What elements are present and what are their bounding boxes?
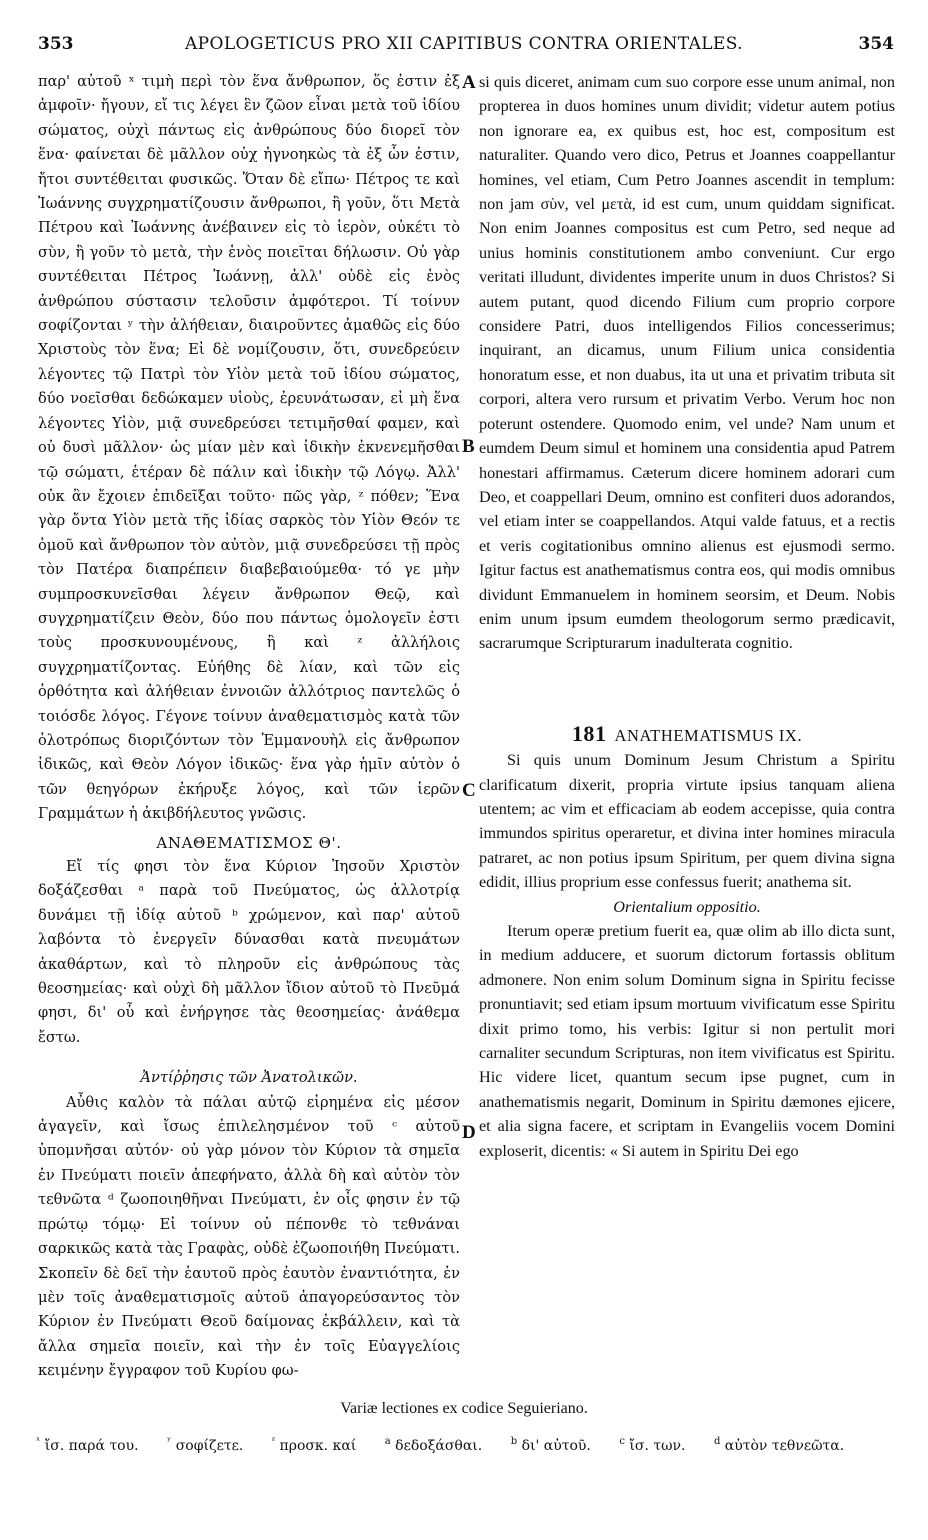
column-number: 181 xyxy=(571,720,607,746)
variant-readings-title: Variæ lectiones ex codice Seguieriano. xyxy=(340,1400,588,1417)
latin-paragraph-1: si quis diceret, animam cum suo corpore esse unum animal, non propterea in duos homines unum dividit; videtur autem potius non ignorare ea, ex quibus est, hoc est, compositum est naturaliter. Quando vero dico, Petrus et Joannes coappellantur homines, vel etiam, Cum Petro Joannes ascendit in templum: non jam σὺν, vel μετὰ, id est cum, unum quiddam significat. Non enim Joannes compositus est cum Petro, sed neque ad unius hominis constitutionem ambo conveniunt. Cur ergo veritati illudunt, dividentes imperite unum in duos Christos? Si autem putant, quod dicendo Filium cum proprio corpore considere Patri, duos intelligendos Filios concesserimus; inquirant, an dicamus, unum Filium unica considentia honoratum esse, et non duabus, ita ut una et privatim tributa sit corpori, altera vero rursum et privatim Verbo. Verum hoc non poterunt ostendere. Quomodo enim, vel unde? Nam unum et eumdem Deum simul et hominem una considentia apud Patrem honestari affirmamus. Cæterum dicere hominem adorari cum Deo, et coappellari Deum, omnino est confiteri duos adorandos, vel etiam inter se coappellandos. Atqui valde fatuus, et a rectis et veris cogitationibus omnino alienus est ejusmodi sermo. Igitur factus est anathematismus contra eos, qui modis omnibus dividunt Emmanuelem in hominem seorsim, et Deum. Nobis enim unum ipsum eumdem theologorum sermo prædicavit, sacrarumque Scripturarum inadulterata cognitio. xyxy=(479,73,895,653)
greek-paragraph-2: Εἴ τίς φησι τὸν ἕνα Κύριον Ἰησοῦν Χριστὸν δοξάζεσθαι ᵃ παρὰ τοῦ Πνεύματος, ὡς ἀλλοτρίᾳ δυνάμει τῇ ἰδίᾳ αὐτοῦ ᵇ χρώμενον, καὶ παρ' αὐτοῦ λαβόντα τὸ ἐνεργεῖν δύνασθαι κατὰ πνευμάτων ἀκαθάρτων, καὶ τὸ πληροῦν εἰς ἀνθρώπους τὰς θεοσημείας· καὶ οὐχὶ δὴ μᾶλλον ἴδιον αὐτοῦ τὸ Πνεῦμά φησι, δι' οὗ καὶ ἐνήργησε τὰς θεοσημείας· ἀνάθεμα ἔστω. xyxy=(38,858,460,1046)
greek-heading-anathematism: ΑΝΑΘΕΜΑΤΙΣΜΟΣ Θ'. xyxy=(156,833,342,852)
margin-marker-c: C xyxy=(462,780,476,801)
variant-item: $^b$ δι' αὐτοῦ. xyxy=(510,1436,591,1454)
page-number-left: 353 xyxy=(38,34,74,54)
variant-item: $^ˣ$ ἴσ. παρά του. xyxy=(36,1436,139,1454)
variant-readings xyxy=(36,1436,896,1460)
latin-heading-opposition: Orientalium oppositio. xyxy=(613,897,761,916)
latin-heading-text: ANATHEMATISMUS IX. xyxy=(614,725,803,745)
margin-marker-a: A xyxy=(462,72,476,93)
latin-paragraph-2: Si quis unum Dominum Jesum Christum a Spiritu clarificatum dixerit, propria virtute ipsius tanquam aliena utentem; ac vim et efficaciam ab eodem accepisse, quia contra immundos spiritus operaretur, et divina inter homines miracula patraret, ac non potius ipsum Spiritum, per quem divina signa edidit, illius proprium esse confessus fuerit; anathema sit. xyxy=(479,751,895,892)
margin-marker-b: B xyxy=(462,436,475,457)
greek-column xyxy=(38,70,460,1390)
greek-paragraph-3: Αὖθις καλὸν τὰ πάλαι αὐτῷ εἰρημένα εἰς μέσον ἀγαγεῖν, καὶ ἴσως ἐπιλελησμένον τοῦ ᶜ αὐτοῦ ὑπομνῆσαι αὐτόν· οὐ γὰρ μόνον τὸν Κύριον τὰ σημεῖα ἐν Πνεύματι ποιεῖν ἀπεφήνατο, ἀλλὰ δὴ καὶ αὐτὸν τὸν τεθνῶτα ᵈ ζωοποιηθῆναι Πνεύματι, ἐν οἷς φησιν ἐν τῷ πρώτῳ τόμῳ· Εἰ τοίνυν οὐ πέπονθε τὸ τεθνάναι σαρκικῶς κατὰ τὰς Γραφὰς, οὐδὲ ἐζωοποιήθη Πνεύματι. Σκοπεῖν δὲ δεῖ τὴν ἑαυτοῦ πρὸς ἑαυτὸν ἐναντιότητα, ἐν μὲν τοῖς ἀναθεματισμοῖς αὐτοῦ ἀπαγορεύσαντος τὸν Κύριον ἐν Πνεύματι Θεοῦ δαίμονας ἐκβάλλειν, καὶ τὰ ἄλλα σημεῖα ποιεῖν, καὶ τὴν ἐν τοῖς Εὐαγγελίοις κειμένην ἔγγραφον τοῦ Κυρίου φω- xyxy=(38,1093,460,1380)
greek-paragraph-1: παρ' αὐτοῦ ˣ τιμὴ περὶ τὸν ἕνα ἄνθρωπον, ὅς ἐστιν ἐξ ἀμφοῖν· ἤγουν, εἴ τις λέγει ἓν ζῶον εἶναι μετὰ τοῦ ἰδίου σώματος, οὐχὶ πάντως εἰς ἀνθρώπους δύο διορεῖ τὸν ἕνα· φαίνεται δὲ μᾶλλον οὐχ ἠγνοηκὼς τὰ ἐξ ὧν ἐστιν, ἤτοι συντέθειται φυσικῶς. Ὅταν δὲ εἴπω· Πέτρος τε καὶ Ἰωάννης συγχρηματίζουσιν ἄνθρωποι, ἢ γοῦν, ὅτι Μετὰ Πέτρου καὶ Ἰωάννης ἀνέβαινεν εἰς τὸ ἱερὸν, οὐκέτι τὸ σὺν, ἢ γοῦν τὸ μετὰ, τὴν ἑνὸς ποιεῖται δήλωσιν. Οὐ γὰρ συντέθειται Πέτρος Ἰωάννῃ, ἀλλ' οὐδὲ εἰς ἑνὸς ἀνθρώπου σύστασιν τελοῦσιν ἀμφότεροι. Τί τοίνυν σοφίζονται ʸ τὴν ἀλήθειαν, διαιροῦντες ἀμαθῶς εἰς δύο Χριστοὺς τὸν ἕνα; Εἰ δὲ νομίζουσιν, ὅτι, συνεδρεύειν λέγοντες τῷ Πατρὶ τὸν Υἱὸν μετὰ τοῦ ἰδίου σώματος, δύο νοεῖσθαι δεδώκαμεν υἱοὺς, ἐρευνάτωσαν, εἰ μὴ ἕνα λέγοντες Υἱὸν, μιᾷ συνεδρεύσει τετιμῆσθαί φαμεν, καὶ οὐ δυσὶ μᾶλλον· ὡς μίαν μὲν καὶ ἰδικὴν ἐκνενεμῆσθαι τῷ σώματι, ἑτέραν δὲ πάλιν καὶ ἰδικὴν τῷ Λόγῳ. Ἀλλ' οὐκ ἂν ἔχοιεν ἐπιδεῖξαι τοῦτο· πῶς γὰρ, ᶻ πόθεν; Ἕνα γὰρ ὄντα Υἱὸν μετὰ τῆς ἰδίας σαρκὸς τὸν Υἱὸν Θεόν τε ὁμοῦ καὶ ἄνθρωπον τὸν αὐτὸν, μιᾷ συνεδρεύσει τῇ πρὸς τὸν Πατέρα διαπρέπειν διαβεβαιούμεθα· τό γε μὴν συμπροσκυνεῖσθαι λέγειν ἄνθρωπον Θεῷ, καὶ συγχρηματίζειν Θεὸν, δύο που πάντως ὁμολογεῖν ἐστι τοὺς προσκυνουμένους, ἢ καὶ ᶻ ἀλλήλοις συγχρηματίζοντας. Εὐήθης δὲ λίαν, καὶ τῶν εἰς ὀρθότητα καὶ ἀλήθειαν ἐννοιῶν ἀλλότριος παντελῶς ὁ τοιόσδε λόγος. Γέγονε τοίνυν ἀναθεματισμὸς κατὰ τῶν ὁλοτρόπως διοριζόντων τὸν Ἐμμανουὴλ εἰς ἄνθρωπον ἰδικῶς, καὶ Θεὸν Λόγον ἰδικῶς· ἕνα γὰρ ἡμῖν αὐτὸν ὁ τῶν θεηγόρων ἐκήρυξε λόγος, καὶ τῶν ἱερῶν Γραμμάτων ἡ ἀκιβδήλευτος γνῶσις. xyxy=(38,73,460,823)
variant-item: $^c$ ἴσ. των. xyxy=(619,1436,686,1454)
running-title: APOLOGETICUS PRO XII CAPITIBUS CONTRA ORIENTALES. xyxy=(185,34,743,54)
variant-item: $^ʸ$ σοφίζετε. xyxy=(167,1436,244,1454)
margin-marker-d: D xyxy=(462,1122,476,1143)
variant-item: $^d$ αὐτὸν τεθνεῶτα. xyxy=(713,1436,845,1454)
variant-item: $^ᶻ$ προσκ. καί xyxy=(271,1436,357,1454)
page-header xyxy=(0,34,928,62)
page-number-right: 354 xyxy=(858,34,894,54)
latin-heading-anathematism xyxy=(479,722,895,748)
greek-heading-opposition: Ἀντίῤῥησις τῶν Ἀνατολικῶν. xyxy=(140,1069,358,1087)
latin-paragraph-3: Iterum operæ pretium fuerit ea, quæ olim ab illo dicta sunt, in medium adducere, et suorum dictorum fortassis oblitum admonere. Non enim solum Dominum signa in Spiritu fecisse pronuntiavit; sed etiam ipsum mortuum vivificatum esse Spiritu dixit primo tomo, his verbis: Igitur si non pertulit mori carnaliter secundum Scripturas, non item vivificatus est Spiritu. Hic videre licet, quantum secum ipse pugnet, cum in anathematismis negarit, Dominum in Spiritu dæmones ejicere, et alia signa facere, et scriptam in Evangeliis vocem Domini exploserit, dicentis: « Si autem in Spiritu Dei ego xyxy=(479,922,895,1160)
variant-item: $^a$ δεδοξάσθαι. xyxy=(384,1436,483,1454)
latin-column xyxy=(479,70,895,1390)
